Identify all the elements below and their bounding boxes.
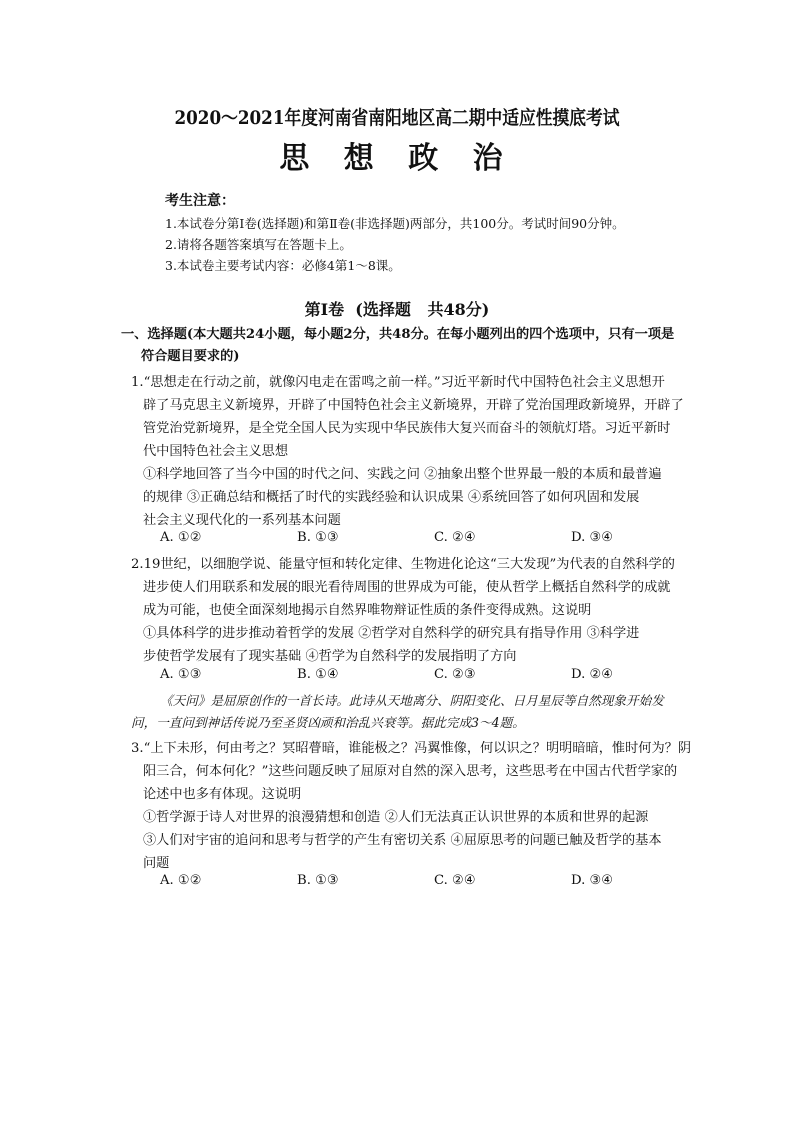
question-1-text: 1.“思想走在行动之前，就像闪电走在雷鸣之前一样。”习近平新时代中国特色社会主义思想开	[131, 375, 665, 390]
question-2-option-b: B. ①④	[297, 667, 339, 682]
question-2-option-c: C. ②③	[434, 667, 476, 682]
question-2-choice-text: 步使哲学发展有了现实基础 ④哲学为自然科学的发展指明了方向	[143, 649, 517, 664]
notice-heading: 考生注意：	[165, 193, 235, 209]
question-2-text: 成为可能，也使全面深刻地揭示自然界唯物辩证性质的条件变得成熟。这说明	[143, 603, 592, 618]
subject-title: 思 想 政 治	[279, 141, 515, 176]
question-3-option-d: D. ③④	[571, 873, 614, 888]
notice-item: 3.本试卷主要考试内容：必修4第1～8课。	[165, 258, 401, 273]
part-one-title: 第Ⅰ卷 (选择题 共48分)	[304, 300, 490, 319]
question-3-text: 阳三合，何本何化？”这些问题反映了屈原对自然的深入思考，这些思考在中国古代哲学家的	[143, 764, 678, 779]
question-1-choice-text: ①科学地回答了当今中国的时代之问、实践之问 ②抽象出整个世界最一般的本质和最普遍	[143, 467, 662, 482]
question-3-text: 论述中也多有体现。这说明	[143, 787, 302, 802]
question-2-choice-text: ①具体科学的进步推动着哲学的发展 ②哲学对自然科学的研究具有指导作用 ③科学进	[143, 626, 640, 641]
question-2-option-a: A. ①③	[160, 667, 202, 682]
section-instructions: 一、选择题(本大题共24小题，每小题2分，共48分。在每小题列出的四个选项中，只有一项是	[121, 327, 675, 342]
question-2-option-d: D. ②④	[571, 667, 614, 682]
question-3-text: 3.“上下未形，何由考之？冥昭瞢暗，谁能极之？冯翼惟像，何以识之？明明暗暗，惟时何为？阴	[131, 741, 692, 756]
question-1-choice-text: 的规律 ③正确总结和概括了时代的实践经验和认识成果 ④系统回答了如何巩固和发展	[143, 490, 640, 505]
question-3-option-a: A. ①②	[160, 873, 202, 888]
question-1-choice-text: 社会主义现代化的一系列基本问题	[143, 513, 341, 528]
question-1-option-c: C. ②④	[434, 530, 476, 545]
material-text: 问，一直问到神话传说乃至圣贤凶顽和治乱兴衰等。据此完成3～4题。	[131, 715, 525, 730]
material-text: 《天问》是屈原创作的一首长诗。此诗从天地离分、阴阳变化、日月星辰等自然现象开始发	[160, 693, 664, 708]
notice-item: 2.请将各题答案填写在答题卡上。	[165, 237, 352, 252]
question-3-choice-text: 问题	[143, 856, 170, 871]
question-3-option-c: C. ②④	[434, 873, 476, 888]
question-1-text: 管党治党新境界，是全党全国人民为实现中华民族伟大复兴而奋斗的领航灯塔。习近平新时	[143, 421, 671, 436]
question-1-text: 辟了马克思主义新境界，开辟了中国特色社会主义新境界，开辟了党治国理政新境界，开辟了	[143, 398, 684, 413]
question-2-text: 进步使人们用联系和发展的眼光看待周围的世界成为可能，使从哲学上概括自然科学的成就	[143, 580, 671, 595]
question-1-text: 代中国特色社会主义思想	[143, 444, 289, 459]
question-3-option-b: B. ①③	[297, 873, 339, 888]
question-3-choice-text: ①哲学源于诗人对世界的浪漫猜想和创造 ②人们无法真正认识世界的本质和世界的起源	[143, 810, 649, 825]
section-instructions: 符合题目要求的)	[141, 349, 240, 364]
notice-item: 1.本试卷分第Ⅰ卷(选择题)和第Ⅱ卷(非选择题)两部分，共100分。考试时间90分钟。	[165, 216, 625, 231]
question-1-option-a: A. ①②	[160, 530, 202, 545]
question-1-option-d: D. ③④	[571, 530, 614, 545]
question-3-choice-text: ③人们对宇宙的追问和思考与哲学的产生有密切关系 ④屈原思考的问题已触及哲学的基本	[143, 833, 662, 848]
question-2-text: 2.19世纪，以细胞学说、能量守恒和转化定律、生物进化论这“三大发现”为代表的自然科学的	[131, 557, 675, 572]
question-1-option-b: B. ①③	[297, 530, 339, 545]
exam-title: 2020～2021年度河南省南阳地区高二期中适应性摸底考试	[174, 107, 620, 129]
